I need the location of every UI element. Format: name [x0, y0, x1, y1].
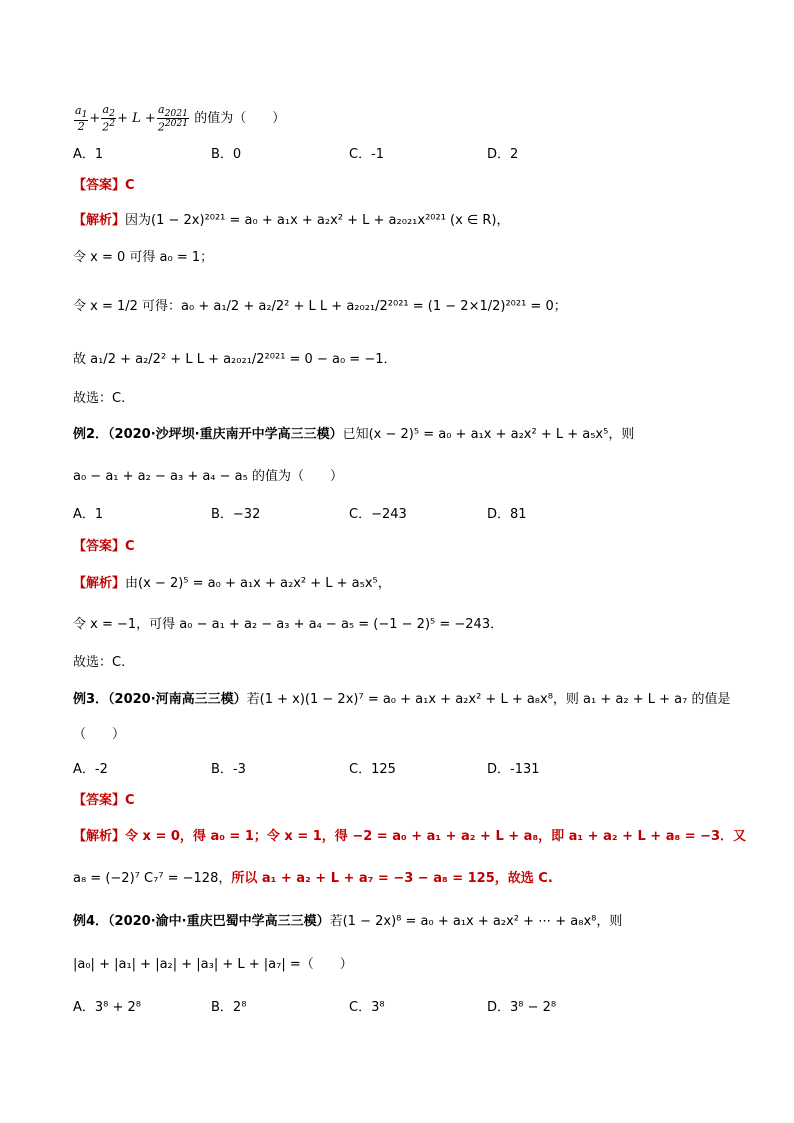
- q1-option-c: C．-1: [349, 147, 385, 162]
- q1-analysis-line-2: 令 x = 0 可得 a₀ = 1；: [73, 250, 214, 265]
- q1-options: [73, 148, 625, 161]
- q2-conclusion: 故选：C.: [73, 655, 126, 670]
- q1-analysis-line-3: 令 x = 1/2 可得：a₀ + a₁/2 + a₂/2² + L L + a₂₀₂₁/2²⁰²¹ = (1 − 2×1/2)²⁰²¹ = 0；: [73, 299, 567, 314]
- q2-answer-value: C: [125, 539, 135, 554]
- q4-label: 例4．: [73, 914, 109, 929]
- q3-stem-line-1: 例3．（2020·河南高三三模）若(1 + x)(1 − 2x)⁷ = a₀ + a₁x + a₂x² + L + a₈x⁸，则 a₁ + a₂ + L + a₇ 的值是: [73, 692, 731, 707]
- q4-option-c: C．3⁸: [349, 1000, 385, 1015]
- q3-option-c: C．125: [349, 762, 396, 777]
- q3-answer: [73, 794, 135, 807]
- q2-stem-line-1: 例2．（2020·沙坪坝·重庆南开中学高三三模）已知(x − 2)⁵ = a₀ + a₁x + a₂x² + L + a₅x⁵，则: [73, 427, 635, 442]
- q3-stem-line-2: （ ）: [73, 727, 126, 742]
- q4-option-a: A．3⁸ + 2⁸: [73, 1000, 142, 1015]
- q3-source: （2020·河南高三三模）: [108, 692, 247, 707]
- q4-stem-line-1: 例4．（2020·渝中·重庆巴蜀中学高三三模）若(1 − 2x)⁸ = a₀ + a₁x + a₂x² + ⋯ + a₈x⁸，则: [73, 914, 623, 929]
- q3-option-b: B．-3: [211, 762, 246, 777]
- q2-stem-line-2: a₀ − a₁ + a₂ − a₃ + a₄ − a₅ 的值为（ ）: [73, 469, 343, 484]
- q3-analysis-tag: 【解析】: [73, 829, 126, 844]
- q1-conclusion: 故选：C.: [73, 391, 126, 406]
- q3-analysis-line-2: a₈ = (−2)⁷ C₇⁷ = −128，所以 a₁ + a₂ + L + a₇ = −3 − a₈ = 125，故选 C.: [73, 871, 553, 886]
- q2-analysis-line-2: 令 x = −1，可得 a₀ − a₁ + a₂ − a₃ + a₄ − a₅ = (−1 − 2)⁵ = −243．: [73, 617, 504, 632]
- q2-source: （2020·沙坪坝·重庆南开中学高三三模）: [108, 427, 343, 442]
- q4-source: （2020·渝中·重庆巴蜀中学高三三模）: [108, 914, 330, 929]
- q3-analysis-line-1: 【解析】令 x = 0，得 a₀ = 1；令 x = 1，得 −2 = a₀ + a₁ + a₂ + L + a₈，即 a₁ + a₂ + L + a₈ = −3．又: [73, 829, 747, 844]
- q3-label: 例3．: [73, 692, 109, 707]
- q4-options: [73, 1001, 625, 1014]
- q1-analysis-line-1: 【解析】因为(1 − 2x)²⁰²¹ = a₀ + a₁x + a₂x² + L + a₂₀₂₁x²⁰²¹ (x ∈ R)，: [73, 213, 510, 228]
- q1-analysis-tag: 【解析】: [73, 213, 126, 228]
- q2-label: 例2．: [73, 427, 109, 442]
- q1-analysis-line-4: 故 a₁/2 + a₂/2² + L L + a₂₀₂₁/2²⁰²¹ = 0 − a₀ = −1．: [73, 352, 397, 367]
- q1-option-b: B．0: [211, 147, 242, 162]
- q4-option-d: D．3⁸ − 2⁸: [487, 1000, 557, 1015]
- q2-option-c: C．−243: [349, 507, 407, 522]
- q2-answer-tag: 【答案】: [73, 539, 126, 554]
- q4-option-b: B．2⁸: [211, 1000, 247, 1015]
- q2-analysis-line-1: 【解析】由(x − 2)⁵ = a₀ + a₁x + a₂x² + L + a₅x⁵，: [73, 576, 391, 591]
- q1-answer-value: C: [125, 178, 135, 193]
- q2-option-d: D．81: [487, 507, 527, 522]
- q1-option-a: A．1: [73, 147, 104, 162]
- q1-stem: [73, 104, 285, 133]
- q1-option-d: D．2: [487, 147, 519, 162]
- q2-options: [73, 508, 625, 521]
- q3-answer-value: C: [125, 793, 135, 808]
- q3-option-a: A．-2: [73, 762, 108, 777]
- q2-option-b: B．−32: [211, 507, 261, 522]
- q3-answer-tag: 【答案】: [73, 793, 126, 808]
- q2-option-a: A．1: [73, 507, 104, 522]
- q4-stem-line-2: |a₀| + |a₁| + |a₂| + |a₃| + L + |a₇| =（ ）: [73, 957, 353, 972]
- q1-stem-text: 的值为（ ）: [194, 111, 286, 127]
- q1-answer: [73, 179, 135, 192]
- q3-option-d: D．-131: [487, 762, 540, 777]
- q1-answer-tag: 【答案】: [73, 178, 126, 193]
- q1-stem-formula: $\frac{a_1}{2}$ + $\frac{a_2}{2^2}$ + L + $\frac{a_{2021}}{2^{2021}}$: [75, 103, 189, 135]
- q2-analysis-tag: 【解析】: [73, 576, 126, 591]
- q2-answer: [73, 540, 135, 553]
- q3-options: [73, 763, 625, 776]
